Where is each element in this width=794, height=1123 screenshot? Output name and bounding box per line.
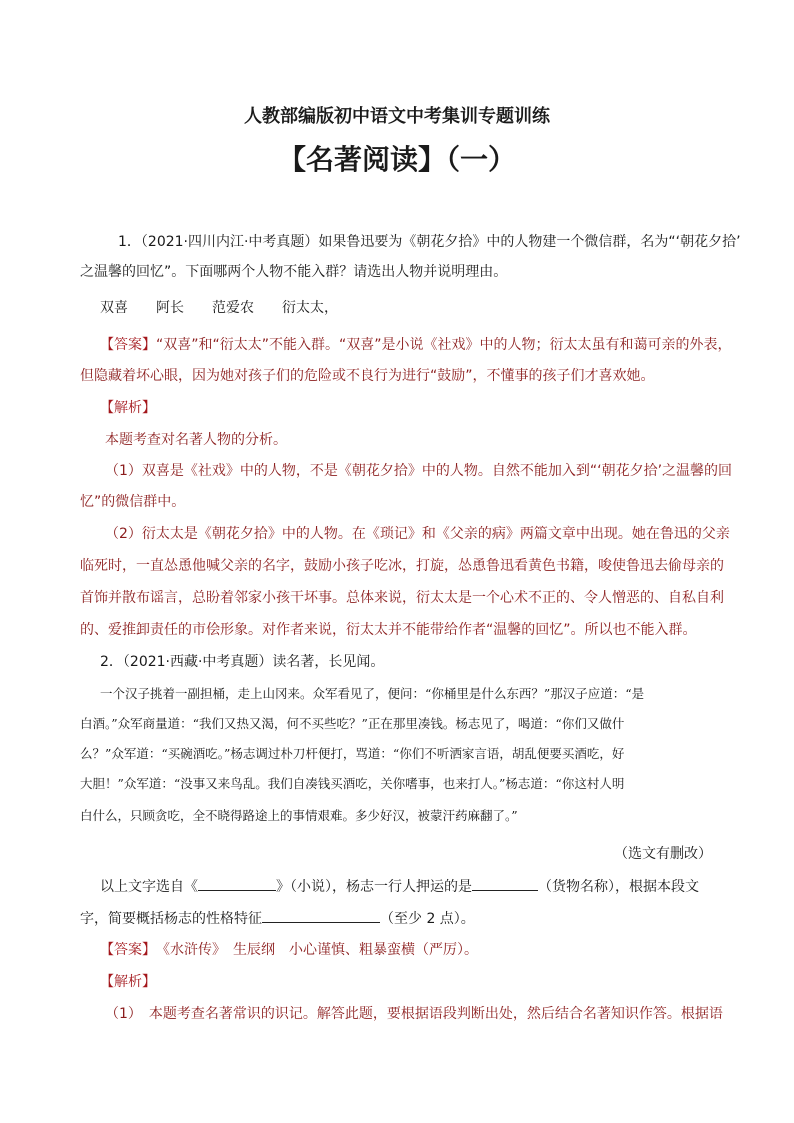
q1-stem-line-1: 1．（2021·四川内江·中考真题）如果鲁迅要为《朝花夕拾》中的人物建一个微信群，名为“‘朝花夕拾’ <box>118 234 741 250</box>
q1-answer-tag: 【答案】 <box>100 337 156 353</box>
q1-options: 双喜 阿长 范爱农 衍太太， <box>100 300 338 316</box>
q1-analysis-p1-line-2: 忆”的微信群中。 <box>80 494 186 510</box>
q1-analysis-p2-line-4: 的、爱推卸责任的市侩形象。对作者来说，衍太太并不能带给作者“温馨的回忆”。所以也不能入群。 <box>80 622 697 638</box>
q2-fill-line-1 <box>100 876 699 897</box>
q1-stem-line-2: 之温馨的回忆”。下面哪两个人物不能入群？请选出人物并说明理由。 <box>80 264 508 280</box>
q2-answer-text: 《水浒传》 生辰纲 小心谨慎、粗暴蛮横（严厉）。 <box>149 942 478 958</box>
q2-blank-book[interactable] <box>198 876 276 891</box>
q1-answer-line-1 <box>100 335 732 355</box>
q2-passage-line-5: 白什么，只顾贪吃，全不晓得路途上的事情艰难。多少好汉，被蒙汗药麻翻了。” <box>80 808 518 823</box>
q2-passage-line-4: 大胆！”众军道：“没事又来鸟乱。我们自凑钱买酒吃，关你嗜事，也来打人。”杨志道：“你这村人明 <box>80 776 625 791</box>
q2-passage-line-1: 一个汉子挑着一副担桶，走上山冈来。众军看见了，便问：“你桶里是什么东西？”那汉子应道：“是 <box>100 686 645 701</box>
q1-analysis-p2-line-2: 临死时，一直怂恿他喊父亲的名字，鼓励小孩子吃冰，打旋，怂恿鲁迅看黄色书籍，唆使鲁迅去偷母亲的 <box>80 558 724 574</box>
q2-analysis-tag: 【解析】 <box>100 974 156 990</box>
q2-fill-text-e: （至少 2 点）。 <box>380 911 475 927</box>
q2-fill-text-d: 字，简要概括杨志的性格特征 <box>80 911 262 927</box>
q2-answer-line <box>100 940 478 960</box>
q2-fill-text-b: 》（小说），杨志一行人押运的是 <box>276 879 472 895</box>
q2-blank-cargo[interactable] <box>472 876 538 891</box>
q2-fill-line-2 <box>80 908 475 929</box>
q1-analysis-tag: 【解析】 <box>100 400 156 416</box>
q1-answer-line-2: 但隐藏着坏心眼，因为她对孩子们的危险或不良行为进行“鼓励”，不懂事的孩子们才喜欢她。 <box>80 368 655 384</box>
q1-analysis-p2-line-1: （2）衍太太是《朝花夕拾》中的人物。在《琐记》和《父亲的病》两篇文章中出现。她在鲁迅的父亲 <box>105 526 730 542</box>
q2-answer-tag: 【答案】 <box>100 942 149 958</box>
document-title: 人教部编版初中语文中考集训专题训练 <box>244 106 550 127</box>
q2-fill-text-a: 以上文字选自《 <box>100 879 198 895</box>
q1-answer-text-1: “双喜”和“衍太太”不能入群。“双喜”是小说《社戏》中的人物；衍太太虽有和蔼可亲的外表， <box>156 337 732 353</box>
q2-passage-line-2: 白酒。”众军商量道：“我们又热又渴，何不买些吃？”正在那里凑钱。杨志见了，喝道：“你们又做什 <box>80 716 625 731</box>
document-subtitle: 【名著阅读】（一） <box>277 143 516 176</box>
q1-analysis-p2-line-3: 首饰并散布谣言，总盼着邻家小孩干坏事。总体来说，衍太太是一个心术不正的、令人憎恶的、自私自利 <box>80 590 724 606</box>
q2-analysis-line-1: （1） 本题考查名著常识的识记。解答此题，要根据语段判断出处，然后结合名著知识作答。根据语 <box>105 1006 723 1022</box>
q2-source-note: （选文有删改） <box>614 846 712 862</box>
q2-stem: 2．（2021·西藏·中考真题）读名著，长见闻。 <box>100 654 385 670</box>
q2-blank-traits[interactable] <box>262 908 380 923</box>
q2-fill-text-c: （货物名称），根据本段文 <box>538 879 699 895</box>
q1-analysis-p1-line-1: （1）双喜是《社戏》中的人物，不是《朝花夕拾》中的人物。自然不能加入到“‘朝花夕拾’之温馨的回 <box>105 463 733 479</box>
q2-passage-line-3: 么？”众军道：“买碗酒吃。”杨志调过朴刀杆便打，骂道：“你们不听洒家言语，胡乱便要买酒吃，好 <box>80 746 625 761</box>
q1-analysis-intro: 本题考查对名著人物的分析。 <box>105 432 287 448</box>
